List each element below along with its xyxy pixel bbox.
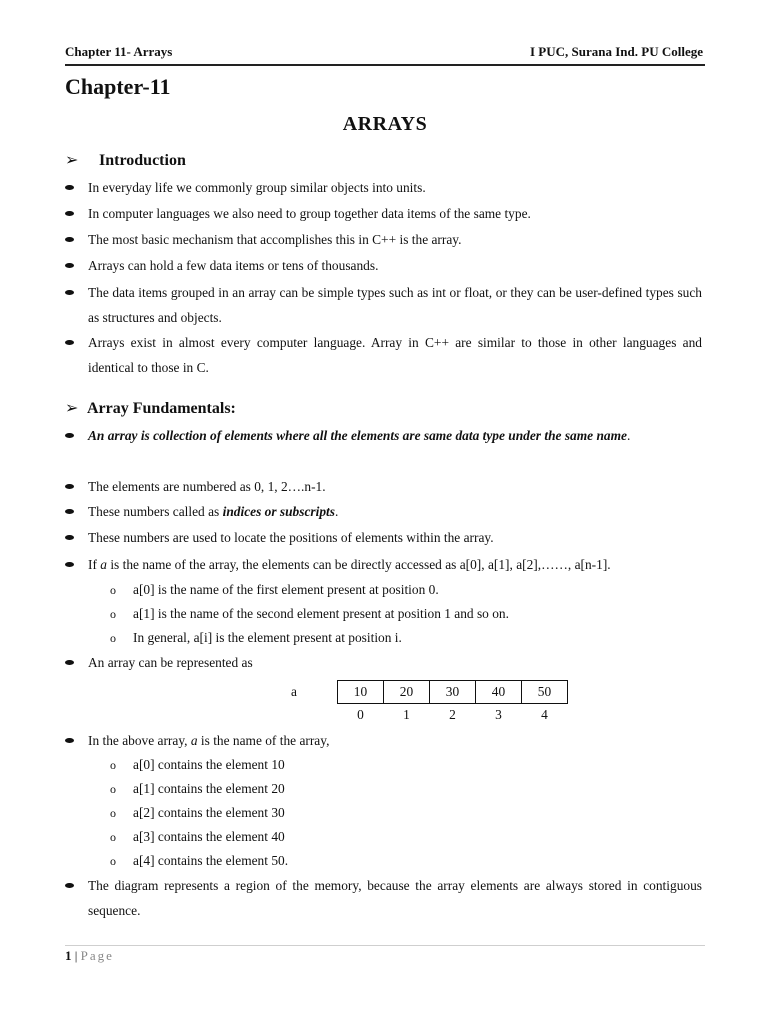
array-cell: 50 <box>522 681 568 704</box>
list-item: These numbers called as indices or subscripts. <box>65 499 702 524</box>
array-cell: 30 <box>430 681 476 704</box>
bullet-icon <box>65 509 74 514</box>
circle-bullet-icon: o <box>110 854 116 868</box>
bullet-icon <box>65 340 74 345</box>
bullet-icon <box>65 738 74 743</box>
list-item: Arrays can hold a few data items or tens of thousands. <box>65 253 702 278</box>
sub-list-item: o In general, a[i] is the element present at position i. <box>110 626 402 650</box>
section-array-fundamentals <box>65 398 236 418</box>
bullet-icon <box>65 185 74 190</box>
list-item: The most basic mechanism that accomplishes this in C++ is the array. <box>65 227 702 252</box>
chapter-heading: Chapter-11 <box>65 74 171 99</box>
circle-bullet-icon: o <box>110 758 116 772</box>
bullet-icon <box>65 263 74 268</box>
indices-term: indices or subscripts <box>222 504 335 519</box>
bullet-icon <box>65 562 74 567</box>
list-item: An array is collection of elements where all the elements are same data type under the same name. <box>65 423 702 448</box>
section-introduction <box>65 150 186 170</box>
array-index: 2 <box>449 707 456 722</box>
bullet-icon <box>65 535 74 540</box>
sub-list-item: o a[2] contains the element 30 <box>110 801 285 825</box>
header-rule <box>65 64 705 66</box>
circle-bullet-icon: o <box>110 631 116 645</box>
bullet-icon <box>65 290 74 295</box>
list-item: In the above array, a is the name of the array, <box>65 728 702 753</box>
list-item: If a is the name of the array, the elements can be directly accessed as a[0], a[1], a[2],……, a[n-1]. <box>65 552 702 577</box>
bullet-icon <box>65 211 74 216</box>
sub-list-item: o a[4] contains the element 50. <box>110 849 288 873</box>
sub-list-item: o a[3] contains the element 40 <box>110 825 285 849</box>
header-chapter: Chapter 11- Arrays <box>65 44 173 59</box>
list-item: The elements are numbered as 0, 1, 2….n-1. <box>65 474 702 499</box>
circle-bullet-icon: o <box>110 782 116 796</box>
page-footer: 1 | Page <box>65 948 114 963</box>
list-item: An array can be represented as <box>65 650 702 675</box>
section-title: Introduction <box>99 152 186 169</box>
list-item: In computer languages we also need to group together data items of the same type. <box>65 201 702 226</box>
list-item: These numbers are used to locate the positions of elements within the array. <box>65 525 702 550</box>
definition-text: An array is collection of elements where all the elements are same data type under the same name <box>88 428 627 443</box>
array-diagram <box>291 680 568 726</box>
array-index: 3 <box>495 707 502 722</box>
arrow-bullet-icon: ➢ <box>65 400 79 417</box>
sub-list-item: o a[1] contains the element 20 <box>110 777 285 801</box>
list-item: In everyday life we commonly group similar objects into units. <box>65 175 702 200</box>
circle-bullet-icon: o <box>110 830 116 844</box>
bullet-icon <box>65 237 74 242</box>
array-index: 1 <box>403 707 410 722</box>
bullet-icon <box>65 883 74 888</box>
array-cell: 10 <box>338 681 384 704</box>
list-item: Arrays exist in almost every computer language. Array in C++ are similar to those in other languages and identical to those in C. <box>65 330 702 380</box>
section-title: Array Fundamentals: <box>87 400 236 417</box>
circle-bullet-icon: o <box>110 607 116 621</box>
array-cell: 40 <box>476 681 522 704</box>
bullet-icon <box>65 660 74 665</box>
sub-list-item: o a[0] is the name of the first element present at position 0. <box>110 578 439 602</box>
page-word: Page <box>80 948 114 963</box>
circle-bullet-icon: o <box>110 583 116 597</box>
array-name-label: a <box>291 684 297 699</box>
page-header <box>65 44 703 60</box>
page-number: 1 <box>65 948 72 963</box>
page-title: ARRAYS <box>342 113 428 135</box>
list-item: The diagram represents a region of the memory, because the array elements are always stored in contiguous sequence. <box>65 873 702 923</box>
arrow-bullet-icon: ➢ <box>65 152 79 169</box>
header-college: I PUC, Surana Ind. PU College <box>530 44 703 59</box>
circle-bullet-icon: o <box>110 806 116 820</box>
array-index: 4 <box>541 707 548 722</box>
footer-rule <box>65 945 705 946</box>
bullet-icon <box>65 433 74 438</box>
array-index: 0 <box>357 707 364 722</box>
bullet-icon <box>65 484 74 489</box>
sub-list-item: o a[1] is the name of the second element present at position 1 and so on. <box>110 602 509 626</box>
array-cell: 20 <box>384 681 430 704</box>
sub-list-item: o a[0] contains the element 10 <box>110 753 285 777</box>
list-item: The data items grouped in an array can be simple types such as int or float, or they can be user-defined types such as structures and objects. <box>65 280 702 330</box>
